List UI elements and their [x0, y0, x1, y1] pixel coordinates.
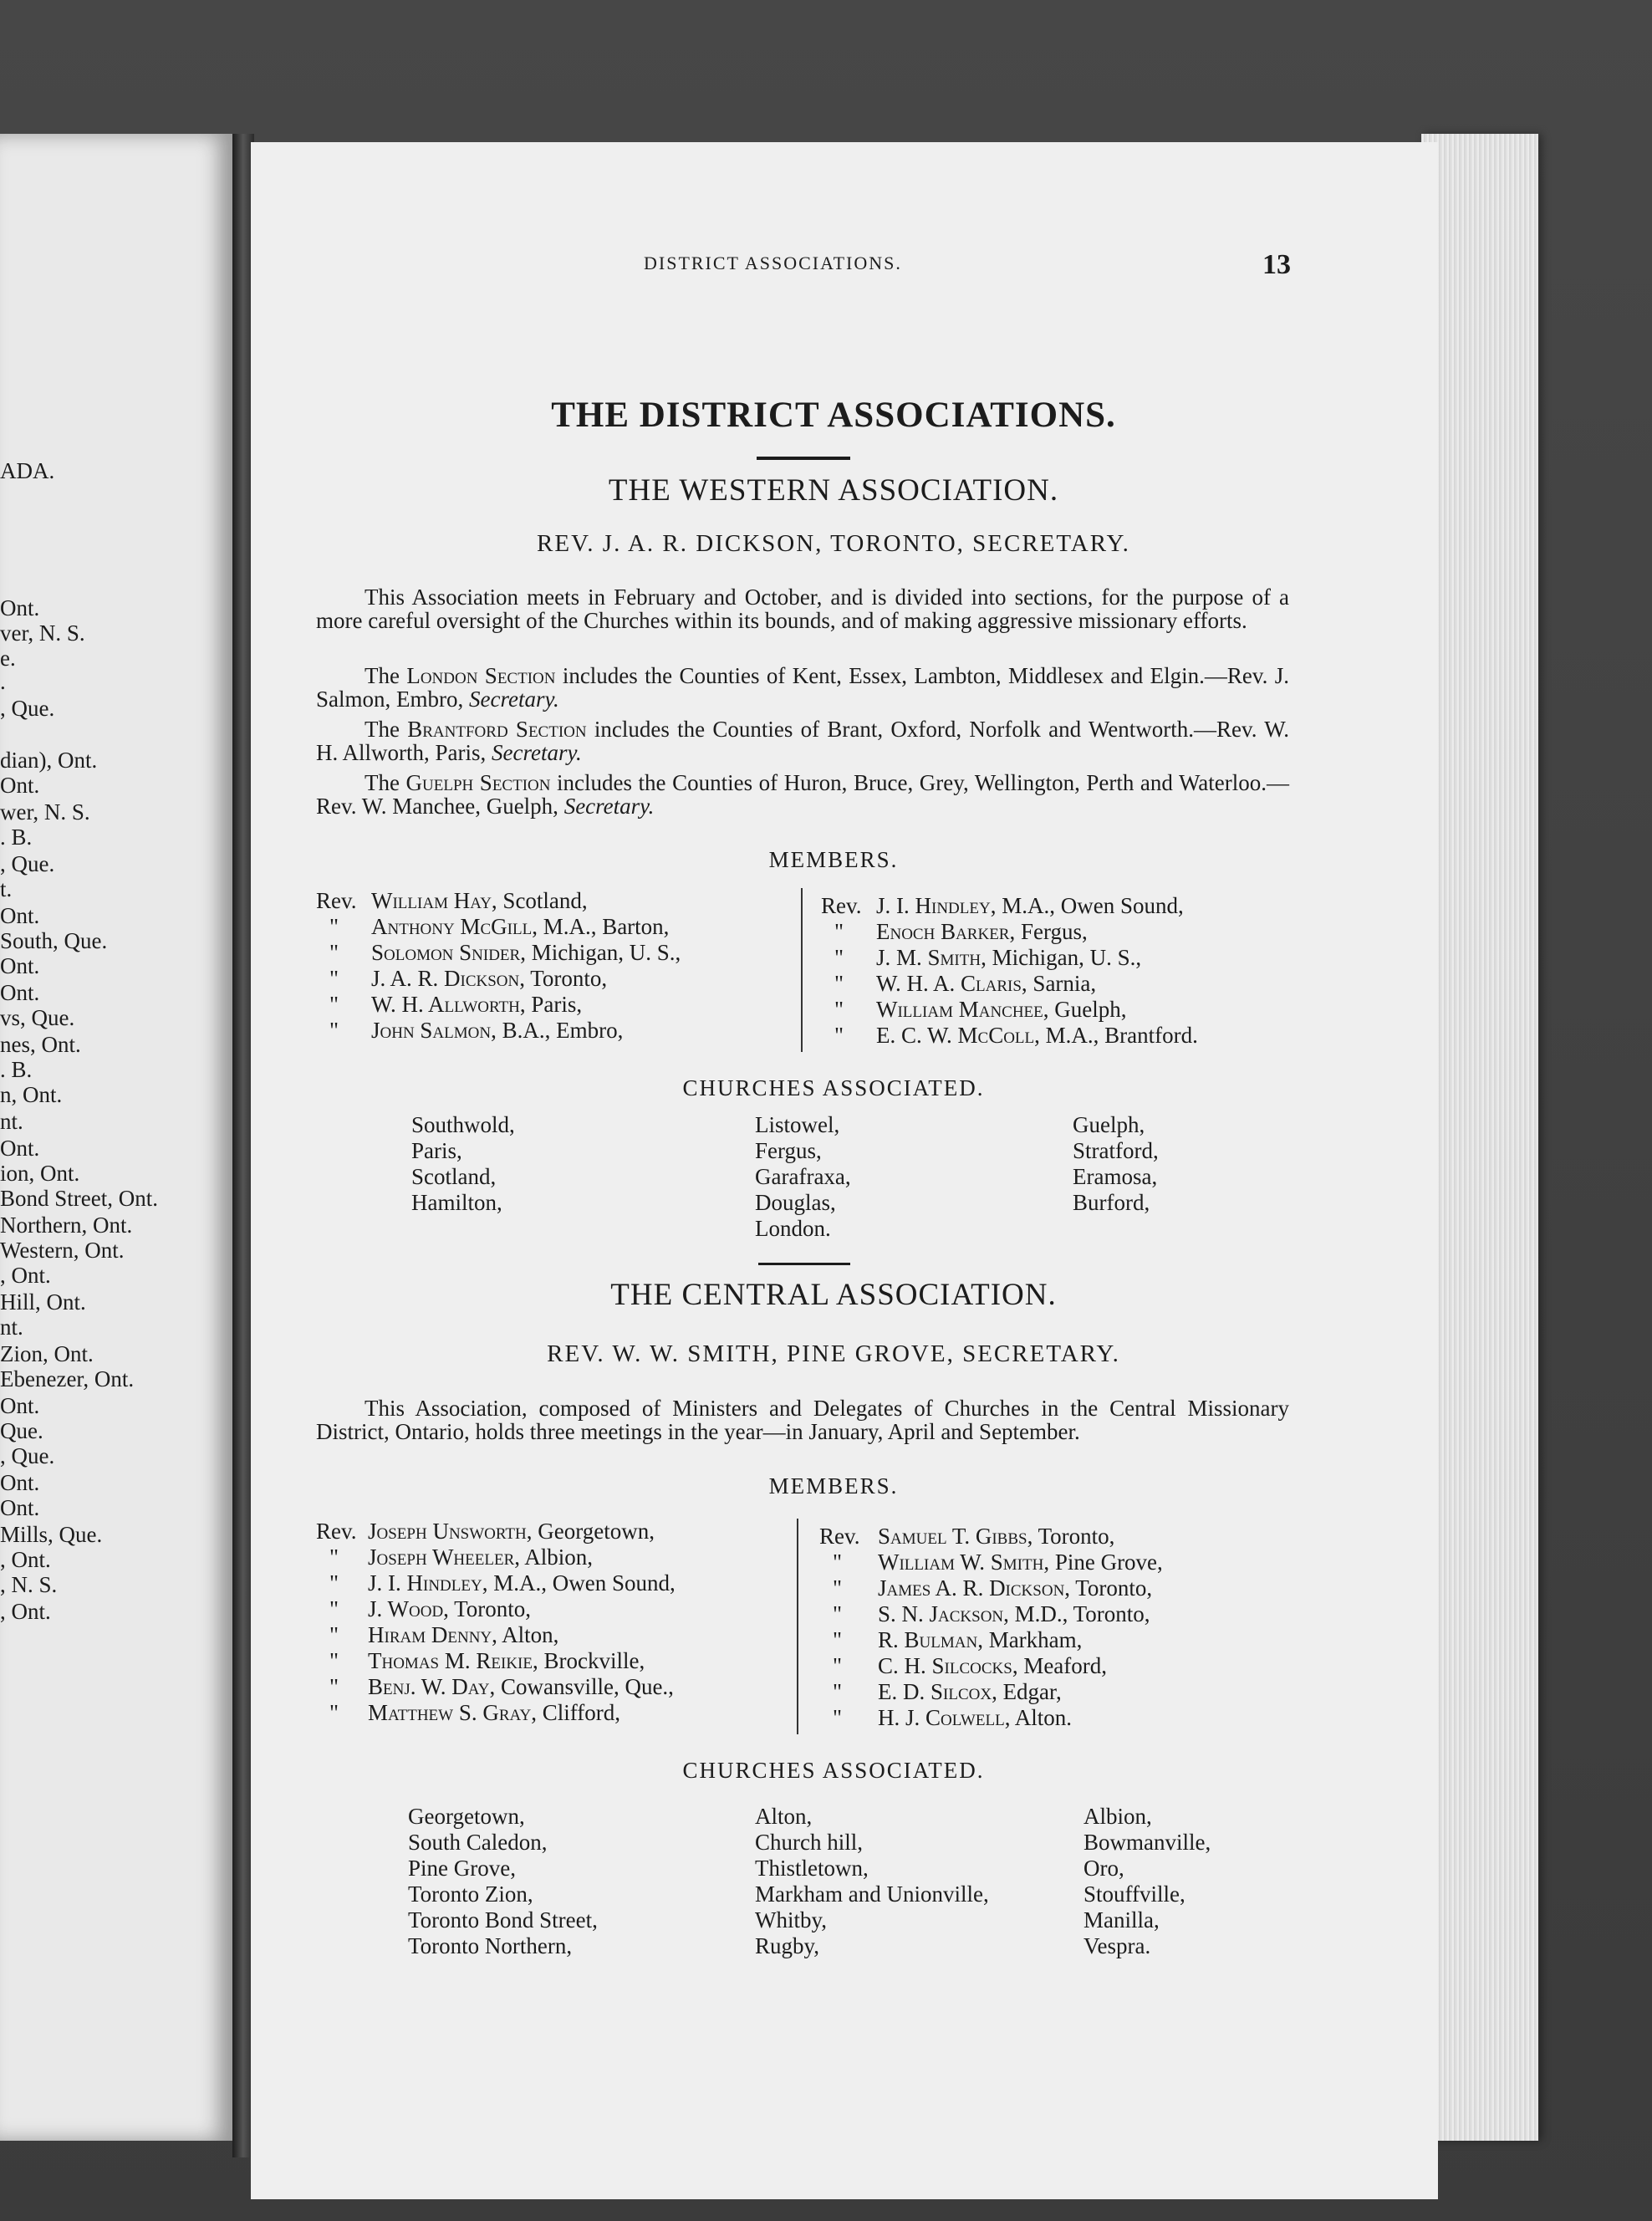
central-members-heading: MEMBERS. [768, 1473, 899, 1499]
left-page-fragment: Ont. [0, 1136, 40, 1161]
left-page-fragment: , Que. [0, 851, 55, 876]
member-entry: Benj. W. Day, Cowansville, Que., [368, 1674, 674, 1699]
left-page-fragment: , N. S. [0, 1572, 58, 1597]
church-name: Pine Grove, [408, 1856, 516, 1881]
member-entry: William Hay, Scotland, [371, 888, 588, 913]
member-entry: Samuel T. Gibbs, Toronto, [878, 1524, 1115, 1549]
member-entry: Matthew S. Gray, Clifford, [368, 1700, 620, 1725]
left-page-fragment: Ont. [0, 1393, 40, 1418]
member-prefix: " [329, 1018, 339, 1043]
title-rule [757, 457, 850, 460]
church-name: Rugby, [755, 1933, 820, 1958]
member-prefix: Rev. [316, 1519, 357, 1544]
member-entry: S. N. Jackson, M.D., Toronto, [878, 1601, 1150, 1626]
church-name: Eramosa, [1073, 1164, 1158, 1189]
member-prefix: " [329, 992, 339, 1017]
church-name: Albion, [1083, 1804, 1152, 1829]
left-page-fragment: Bond Street, Ont. [0, 1186, 158, 1211]
member-entry: Hiram Denny, Alton, [368, 1622, 559, 1647]
central-title: THE CENTRAL ASSOCIATION. [610, 1278, 1057, 1312]
member-prefix: " [833, 1627, 843, 1652]
member-entry: John Salmon, B.A., Embro, [371, 1018, 624, 1043]
church-name: Douglas, [755, 1190, 836, 1215]
left-page-fragment: ion, Ont. [0, 1161, 80, 1186]
london-section: The London Section includes the Counties of Kent, Essex, Lambton, Middlesex and Elgin.—Rev. J. Salmon, Embro, Secretary. [316, 663, 1289, 712]
page-number: 13 [1262, 249, 1291, 280]
western-intro: This Association meets in February and October, and is divided into sections, for the purpose of a more careful oversight of the Churches within its bounds, and of making aggressive missionary efforts. [316, 585, 1289, 633]
member-entry: Enoch Barker, Fergus, [876, 919, 1088, 944]
left-page-fragment: , Que. [0, 1443, 55, 1468]
member-entry: E. C. W. McColl, M.A., Brantford. [876, 1023, 1198, 1048]
members-divider [801, 888, 803, 1052]
western-title: THE WESTERN ASSOCIATION. [608, 473, 1059, 508]
member-entry: H. J. Colwell, Alton. [878, 1705, 1072, 1730]
church-name: Burford, [1073, 1190, 1150, 1215]
member-entry: J. I. Hindley, M.A., Owen Sound, [368, 1570, 676, 1596]
church-name: South Caledon, [408, 1830, 548, 1855]
left-page-fragment: South, Que. [0, 928, 108, 953]
member-prefix: " [833, 1705, 843, 1730]
central-intro: This Association, composed of Ministers and Delegates of Churches in the Central Missionary District, Ontario, holds three meetings in the year—in January, April and September. [316, 1396, 1289, 1444]
church-name: Garafraxa, [755, 1164, 851, 1189]
member-prefix: Rev. [821, 893, 862, 918]
church-name: Oro, [1083, 1856, 1124, 1881]
member-prefix: " [329, 940, 339, 965]
left-page-fragment: Ont. [0, 595, 40, 620]
guelph-section: The Guelph Section includes the Counties of Huron, Bruce, Grey, Wellington, Perth and Waterloo.—Rev. W. Manchee, Guelph, Secretary. [316, 770, 1290, 819]
brantford-section: The Brantford Section includes the Counties of Brant, Oxford, Norfolk and Wentworth.—Rev. W. H. Allworth, Paris, Secretary. [316, 717, 1289, 765]
left-page-fragment: wer, N. S. [0, 799, 90, 825]
left-page-fragment: Ebenezer, Ont. [0, 1366, 135, 1391]
member-prefix: " [833, 1679, 843, 1704]
member-entry: R. Bulman, Markham, [878, 1627, 1083, 1652]
left-page-fragment: ADA. [0, 458, 55, 483]
left-page-fragment: ver, N. S. [0, 620, 85, 646]
church-name: Toronto Zion, [408, 1881, 533, 1907]
left-page-fragment: Ont. [0, 903, 40, 928]
member-entry: William Manchee, Guelph, [876, 997, 1127, 1022]
member-prefix: " [833, 1653, 843, 1678]
member-entry: W. H. A. Claris, Sarnia, [876, 971, 1097, 996]
left-page-fragment: n, Ont. [0, 1082, 63, 1107]
member-entry: Anthony McGill, M.A., Barton, [371, 914, 670, 939]
left-page-fragment: . B. [0, 1057, 33, 1082]
left-page-fragment: t. [0, 876, 13, 901]
member-prefix: " [329, 1700, 339, 1725]
member-prefix: Rev. [819, 1524, 860, 1549]
member-prefix: " [834, 1023, 844, 1048]
member-prefix: " [834, 919, 844, 944]
member-prefix: " [329, 1596, 339, 1621]
member-entry: Thomas M. Reikie, Brockville, [368, 1648, 645, 1673]
left-page-fragment: . [0, 669, 6, 694]
member-entry: Joseph Unsworth, Georgetown, [368, 1519, 655, 1544]
central-churches-heading: CHURCHES ASSOCIATED. [682, 1758, 985, 1783]
church-name: Bowmanville, [1083, 1830, 1211, 1855]
members-divider [797, 1519, 798, 1734]
member-entry: J. I. Hindley, M.A., Owen Sound, [876, 893, 1184, 918]
church-name: Guelph, [1073, 1112, 1145, 1137]
left-page-fragment: vs, Que. [0, 1005, 75, 1030]
church-name: Toronto Northern, [408, 1933, 573, 1958]
member-entry: J. Wood, Toronto, [368, 1596, 532, 1621]
church-name: Hamilton, [411, 1190, 502, 1215]
church-name: Thistletown, [755, 1856, 869, 1881]
church-name: Scotland, [411, 1164, 497, 1189]
western-secretary: REV. J. A. R. DICKSON, TORONTO, SECRETARY. [537, 530, 1130, 557]
church-name: Alton, [755, 1804, 813, 1829]
central-secretary: REV. W. W. SMITH, PINE GROVE, SECRETARY. [547, 1340, 1120, 1367]
member-prefix: " [329, 1544, 339, 1570]
left-page-fragment: dian), Ont. [0, 748, 98, 773]
member-entry: W. H. Allworth, Paris, [371, 992, 583, 1017]
member-prefix: " [834, 997, 844, 1022]
left-page-fragment: , Ont. [0, 1599, 51, 1624]
member-prefix: " [329, 1622, 339, 1647]
church-name: Listowel, [755, 1112, 840, 1137]
church-name: Georgetown, [408, 1804, 525, 1829]
church-name: Whitby, [755, 1907, 827, 1933]
member-prefix: " [329, 966, 339, 991]
left-page-fragment: nt. [0, 1109, 23, 1134]
left-page-fragment: . B. [0, 825, 33, 850]
member-entry: Joseph Wheeler, Albion, [368, 1544, 594, 1570]
left-page-fragment: , Ont. [0, 1263, 51, 1288]
church-name: Vespra. [1083, 1933, 1151, 1958]
left-page-fragment: Zion, Ont. [0, 1341, 94, 1366]
member-entry: Solomon Snider, Michigan, U. S., [371, 940, 681, 965]
church-name: Fergus, [755, 1138, 822, 1163]
member-entry: J. A. R. Dickson, Toronto, [371, 966, 608, 991]
member-prefix: Rev. [316, 888, 357, 913]
member-prefix: " [329, 1674, 339, 1699]
left-page-fragment: , Que. [0, 696, 55, 721]
member-entry: J. M. Smith, Michigan, U. S., [876, 945, 1142, 970]
member-prefix: " [329, 914, 339, 939]
left-page-fragment: Hill, Ont. [0, 1289, 86, 1315]
left-page-fragment: e. [0, 646, 16, 671]
left-page-fragment: Ont. [0, 1470, 40, 1495]
section-rule [758, 1263, 850, 1265]
member-prefix: " [329, 1570, 339, 1596]
left-page-fragment: Ont. [0, 773, 40, 798]
left-page-fragment: Ont. [0, 980, 40, 1005]
member-entry: E. D. Silcox, Edgar, [878, 1679, 1062, 1704]
left-page-fragment: Mills, Que. [0, 1522, 103, 1547]
western-churches-heading: CHURCHES ASSOCIATED. [682, 1075, 985, 1100]
left-page-fragment: nes, Ont. [0, 1032, 81, 1057]
member-prefix: " [834, 971, 844, 996]
left-page-fragment: nt. [0, 1315, 23, 1340]
church-name: Paris, [411, 1138, 462, 1163]
member-prefix: " [833, 1550, 843, 1575]
member-entry: William W. Smith, Pine Grove, [878, 1550, 1163, 1575]
church-name: London. [755, 1216, 831, 1241]
church-name: Manilla, [1083, 1907, 1160, 1933]
member-prefix: " [833, 1601, 843, 1626]
member-entry: James A. R. Dickson, Toronto, [878, 1575, 1153, 1601]
left-page-fragment: Ont. [0, 1495, 40, 1520]
church-name: Southwold, [411, 1112, 515, 1137]
left-page-fragment: Northern, Ont. [0, 1213, 133, 1238]
left-page-fragment: , Ont. [0, 1547, 51, 1572]
member-prefix: " [833, 1575, 843, 1601]
western-members-heading: MEMBERS. [768, 847, 899, 872]
main-title: THE DISTRICT ASSOCIATIONS. [551, 396, 1116, 435]
church-name: Markham and Unionville, [755, 1881, 989, 1907]
church-name: Stratford, [1073, 1138, 1159, 1163]
left-page-fragment: Que. [0, 1418, 43, 1443]
left-page-fragment: Western, Ont. [0, 1238, 125, 1263]
church-name: Toronto Bond Street, [408, 1907, 598, 1933]
member-prefix: " [329, 1648, 339, 1673]
church-name: Church hill, [755, 1830, 863, 1855]
church-name: Stouffville, [1083, 1881, 1185, 1907]
running-head: DISTRICT ASSOCIATIONS. [644, 253, 902, 273]
member-prefix: " [834, 945, 844, 970]
member-entry: C. H. Silcocks, Meaford, [878, 1653, 1108, 1678]
left-page-fragment: Ont. [0, 953, 40, 978]
